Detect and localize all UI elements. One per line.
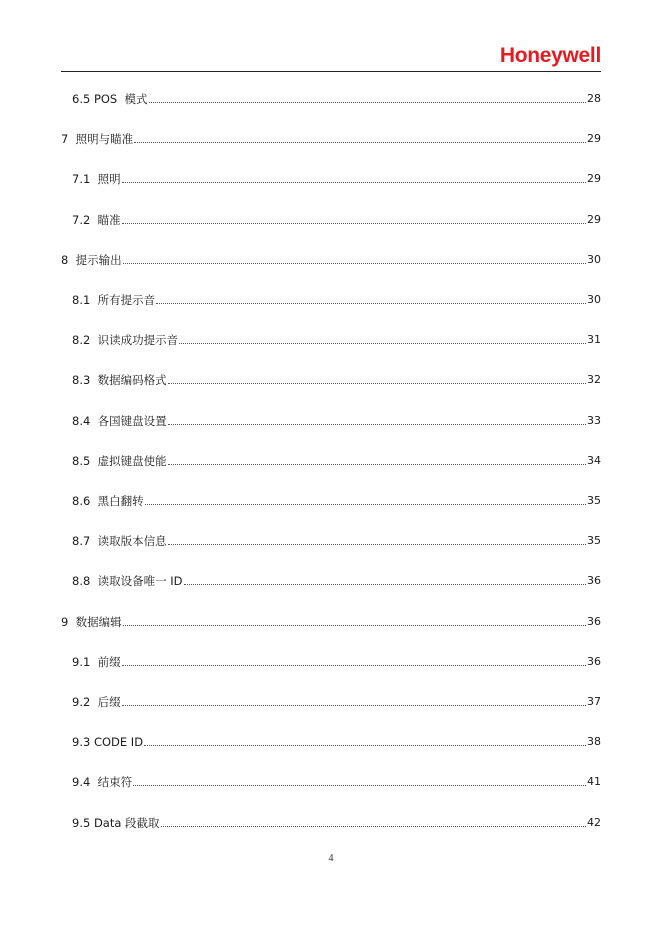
toc-dot-leader (122, 222, 586, 224)
toc-entry-title: 7.1 照明 (72, 172, 121, 187)
toc-entry-title: 9.3 CODE ID (72, 735, 144, 750)
toc-entry[interactable] (61, 532, 601, 548)
toc-entry-title: 9.1 前缀 (72, 654, 121, 669)
toc-entry[interactable] (61, 371, 601, 387)
toc-dot-leader (133, 784, 586, 786)
toc-entry[interactable] (61, 693, 601, 709)
toc-entry-title: 9.4 结束符 (72, 775, 133, 790)
toc-entry[interactable] (61, 733, 601, 749)
toc-entry[interactable] (61, 814, 601, 830)
toc-entry-page: 36 (587, 654, 601, 668)
toc-entry-title: 8.2 识读成功提示音 (72, 333, 179, 348)
toc-entry[interactable] (61, 452, 601, 468)
toc-entry[interactable] (61, 130, 601, 146)
toc-entry-page: 29 (587, 172, 601, 186)
toc-entry[interactable] (61, 331, 601, 347)
toc-entry-title: 8.1 所有提示音 (72, 293, 156, 307)
toc-entry-page: 32 (587, 373, 601, 387)
toc-entry-title: 8 提示输出 (61, 252, 122, 267)
toc-entry-page: 34 (587, 453, 601, 467)
toc-entry-title: 6.5 POS 模式 (72, 92, 148, 106)
toc-entry-title: 8.8 读取设备唯一 ID (72, 574, 183, 589)
toc-entry[interactable] (61, 291, 601, 307)
page-number: 4 (328, 853, 334, 864)
toc-entry-page: 35 (587, 494, 601, 507)
toc-entry-title: 7 照明与瞄准 (61, 132, 134, 147)
toc-entry-title: 8.4 各国键盘设置 (72, 413, 167, 428)
toc-entry[interactable] (61, 613, 601, 629)
toc-dot-leader (123, 262, 586, 264)
toc-entry-title: 7.2 瞄准 (72, 212, 121, 227)
toc-entry[interactable] (61, 492, 601, 508)
toc-dot-leader (145, 503, 586, 505)
toc-entry-page: 42 (587, 815, 601, 829)
toc-entry-page: 28 (587, 92, 601, 105)
toc-entry[interactable] (61, 572, 601, 588)
toc-entry-title: 8.3 数据编码格式 (72, 373, 167, 388)
toc-dot-leader (161, 825, 586, 827)
toc-dot-leader (168, 382, 586, 384)
toc-dot-leader (156, 302, 586, 304)
toc-dot-leader (123, 624, 586, 626)
toc-entry[interactable] (61, 653, 601, 669)
toc-entry-page: 35 (587, 534, 601, 548)
table-of-contents (61, 0, 601, 860)
toc-entry-page: 38 (587, 735, 601, 749)
toc-entry[interactable] (61, 773, 601, 789)
toc-entry-title: 9.2 后缀 (72, 695, 121, 709)
toc-dot-leader (184, 583, 586, 585)
toc-dot-leader (168, 423, 586, 425)
toc-entry[interactable] (61, 211, 601, 227)
toc-entry-page: 37 (587, 695, 601, 708)
toc-entry-page: 29 (587, 212, 601, 226)
toc-entry-title: 8.7 读取版本信息 (72, 534, 167, 549)
toc-dot-leader (149, 101, 586, 103)
toc-dot-leader (168, 543, 586, 545)
toc-dot-leader (122, 704, 586, 706)
toc-entry-page: 33 (587, 413, 601, 427)
toc-entry-page: 36 (587, 614, 601, 628)
toc-entry-title: 9 数据编辑 (61, 614, 122, 629)
toc-entry-page: 41 (587, 775, 601, 789)
toc-entry-title: 8.5 虚拟键盘使能 (72, 453, 167, 468)
toc-entry-page: 30 (587, 252, 601, 266)
toc-entry-title: 8.6 黑白翻转 (72, 494, 144, 508)
toc-entry-page: 30 (587, 293, 601, 306)
toc-entry[interactable] (61, 170, 601, 186)
toc-dot-leader (134, 141, 586, 143)
toc-entry-page: 36 (587, 574, 601, 588)
toc-dot-leader (144, 744, 586, 746)
honeywell-logo: Honeywell (499, 44, 601, 67)
toc-entry[interactable] (61, 251, 601, 267)
toc-entry-page: 29 (587, 132, 601, 146)
toc-dot-leader (122, 664, 586, 666)
toc-dot-leader (122, 181, 586, 183)
toc-dot-leader (179, 342, 586, 344)
toc-entry[interactable] (61, 412, 601, 428)
toc-entry-title: 9.5 Data 段截取 (72, 815, 160, 830)
toc-dot-leader (168, 463, 586, 465)
toc-entry[interactable] (61, 90, 601, 106)
toc-entry-page: 31 (587, 333, 601, 347)
